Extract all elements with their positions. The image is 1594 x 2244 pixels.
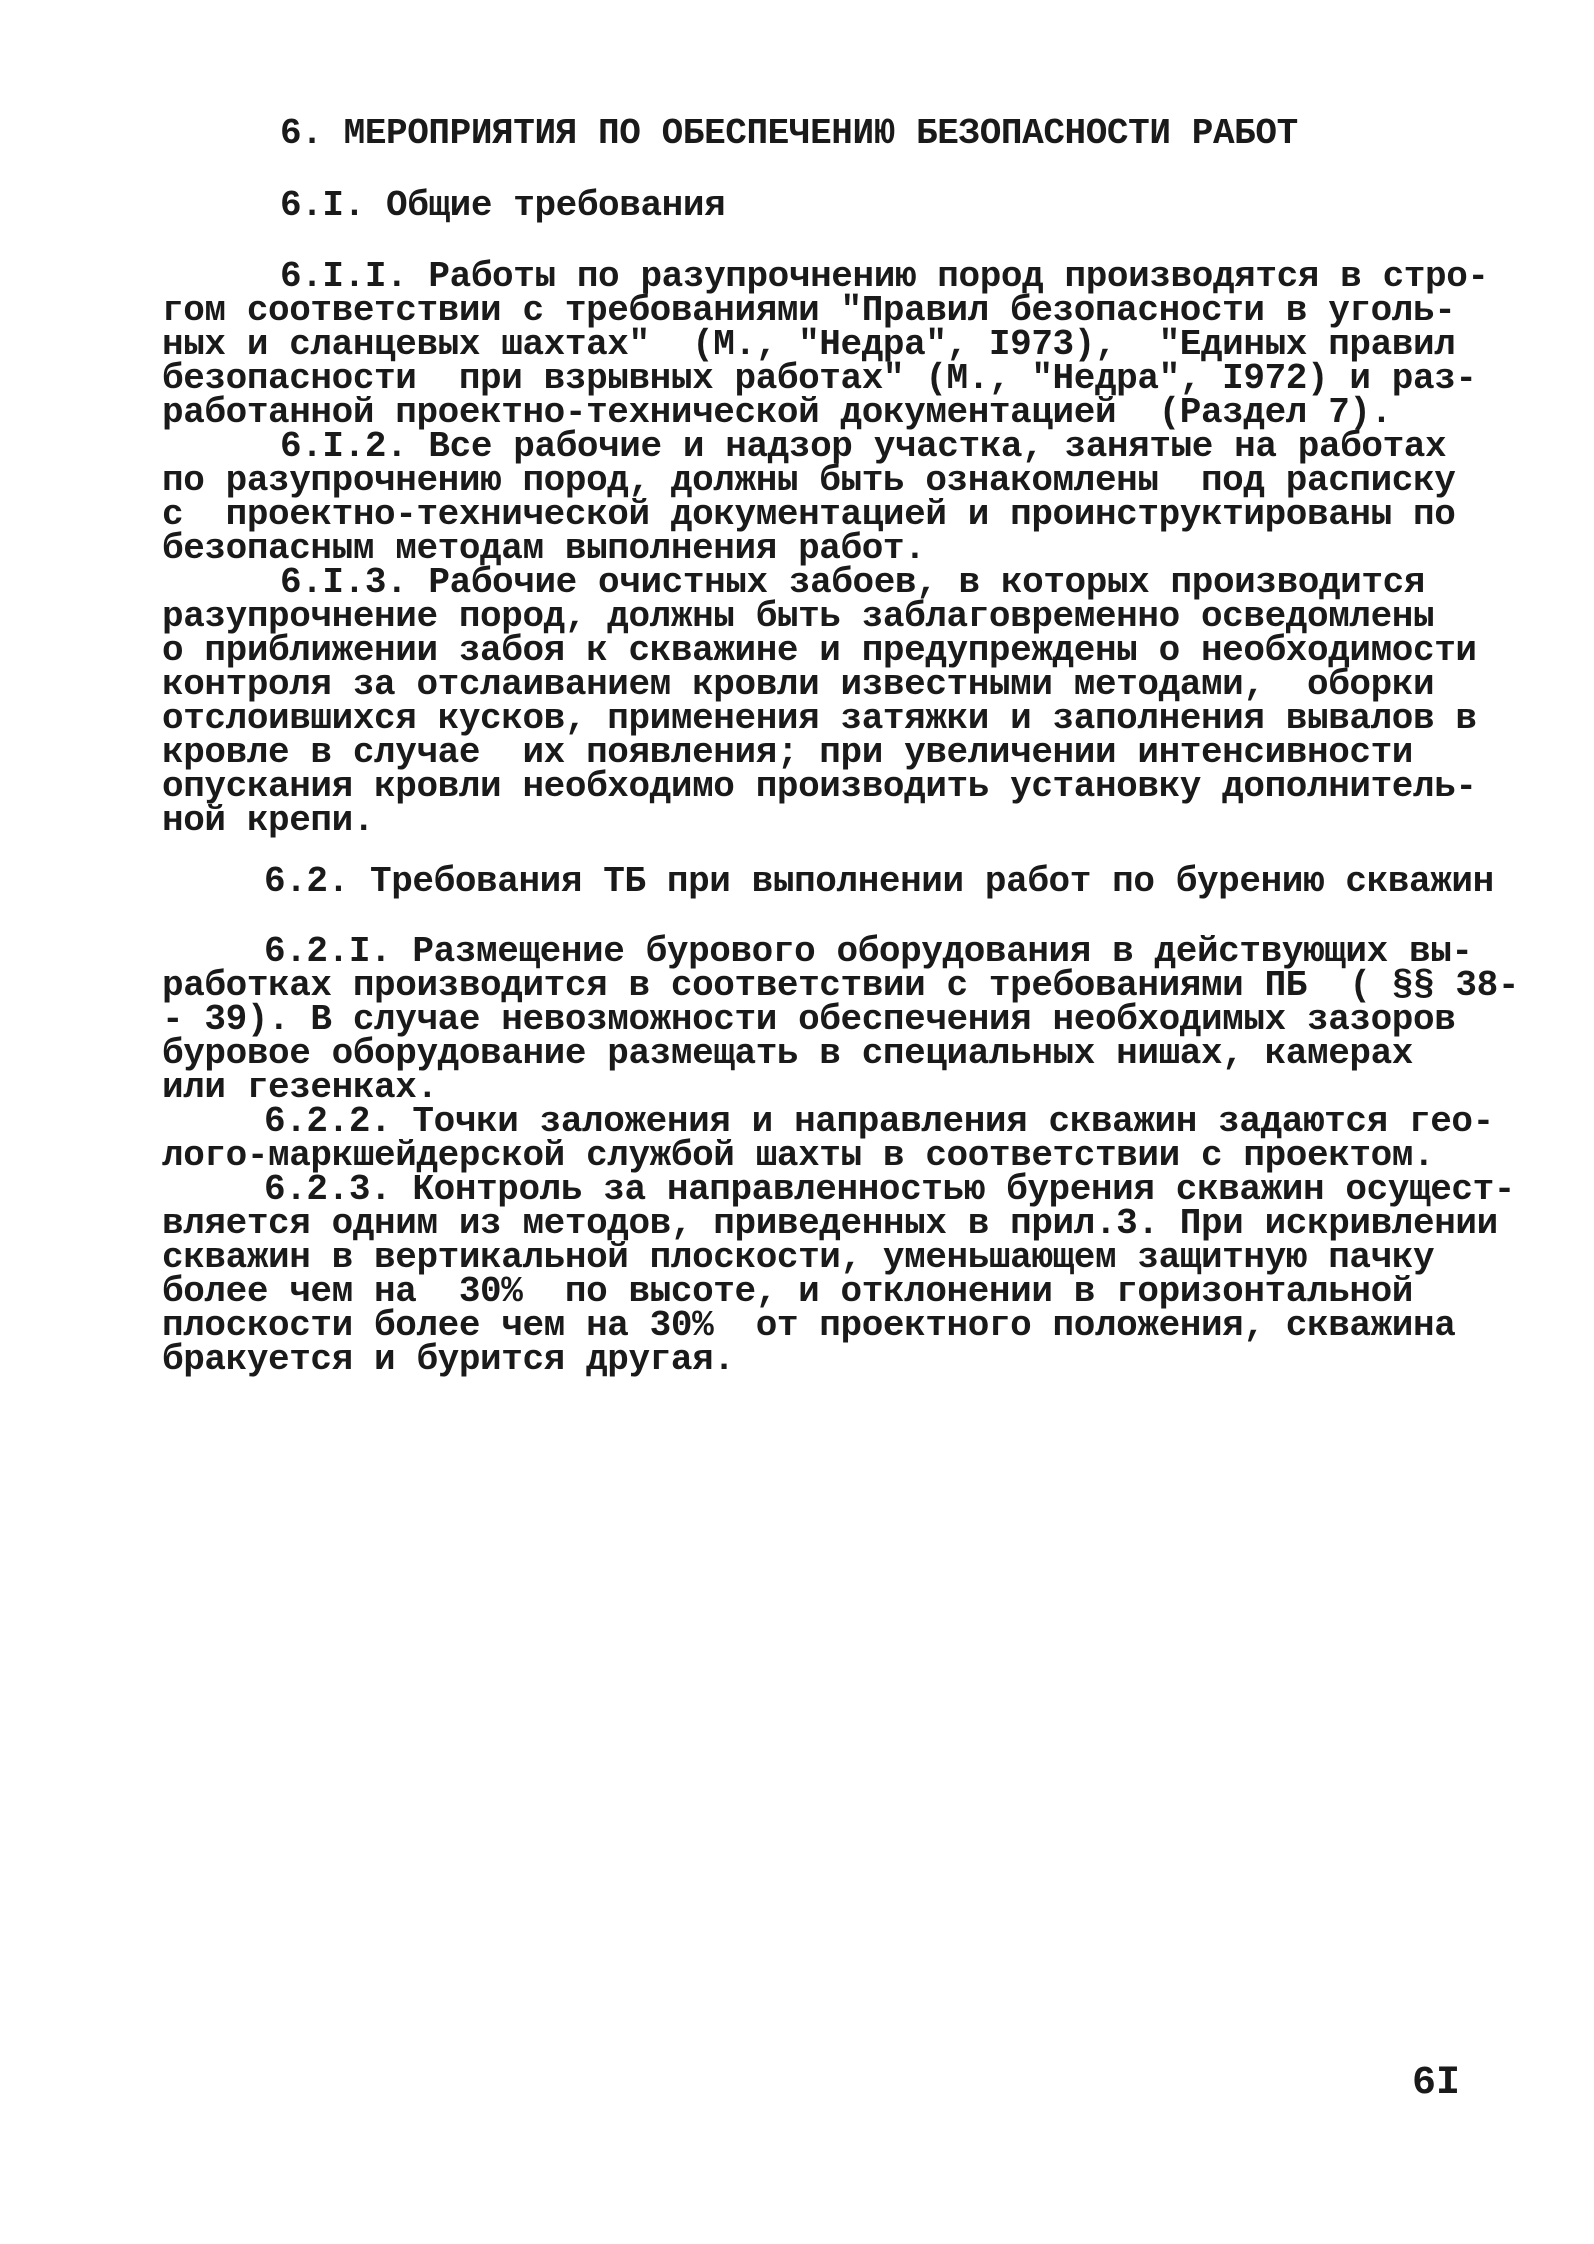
- paragraph-line: работках производится в соответствии с требованиями ПБ ( §§ 38-: [162, 965, 1520, 1006]
- paragraph-line: 6.2.I. Размещение бурового оборудования в действующих вы-: [264, 931, 1473, 972]
- paragraph-line: ной крепи.: [162, 800, 375, 841]
- paragraph-line: безопасности при взрывных работах" (М., "Недра", I972) и раз-: [162, 358, 1477, 399]
- paragraph-line: более чем на 30% по высоте, и отклонении в горизонтальной: [162, 1271, 1414, 1312]
- paragraph-line: 6.2.3. Контроль за направленностью бурения скважин осущест-: [264, 1169, 1516, 1210]
- paragraph-line: контроля за отслаиванием кровли известными методами, оборки: [162, 664, 1435, 705]
- subsection-title: 6.I. Общие требования: [280, 185, 726, 226]
- paragraph-line: буровое оборудование размещать в специальных нишах, камерах: [162, 1033, 1414, 1074]
- paragraph-line: или гезенках.: [162, 1067, 438, 1108]
- paragraph-line: с проектно-технической документацией и проинструктированы по: [162, 494, 1456, 535]
- paragraph-line: работанной проектно-технической документацией (Раздел 7).: [162, 392, 1392, 433]
- paragraph-line: 6.I.3. Рабочие очистных забоев, в которых производится: [280, 562, 1425, 603]
- paragraph-line: ных и сланцевых шахтах" (М., "Недра", I973), "Единых правил: [162, 324, 1456, 365]
- section-title: 6. МЕРОПРИЯТИЯ ПО ОБЕСПЕЧЕНИЮ БЕЗОПАСНОСТИ РАБОТ: [280, 113, 1298, 154]
- paragraph-line: по разупрочнению пород, должны быть ознакомлены под расписку: [162, 460, 1456, 501]
- paragraph-line: кровле в случае их появления; при увеличении интенсивности: [162, 732, 1414, 773]
- paragraph-line: о приближении забоя к скважине и предупреждены о необходимости: [162, 630, 1477, 671]
- paragraph-line: отслоившихся кусков, применения затяжки и заполнения вывалов в: [162, 698, 1477, 739]
- paragraph-line: гом соответствии с требованиями "Правил безопасности в уголь-: [162, 290, 1456, 331]
- paragraph-line: 6.I.2. Все рабочие и надзор участка, занятые на работах: [280, 426, 1447, 467]
- paragraph-line: разупрочнение пород, должны быть заблаговременно осведомлены: [162, 596, 1435, 637]
- paragraph-line: безопасным методам выполнения работ.: [162, 528, 926, 569]
- paragraph-line: 6.I.I. Работы по разупрочнению пород производятся в стро-: [280, 256, 1489, 297]
- page-number: 6I: [1412, 2061, 1461, 2106]
- subsection-title: 6.2. Требования ТБ при выполнении работ по бурению скважин: [264, 861, 1494, 902]
- paragraph-line: 6.2.2. Точки заложения и направления скважин задаются гео-: [264, 1101, 1494, 1142]
- paragraph-line: бракуется и бурится другая.: [162, 1339, 735, 1380]
- paragraph-line: лого-маркшейдерской службой шахты в соответствии с проектом.: [162, 1135, 1435, 1176]
- paragraph-line: опускания кровли необходимо производить установку дополнитель-: [162, 766, 1477, 807]
- paragraph-line: - 39). В случае невозможности обеспечения необходимых зазоров: [162, 999, 1456, 1040]
- paragraph-line: плоскости более чем на 30% от проектного положения, скважина: [162, 1305, 1456, 1346]
- paragraph-line: скважин в вертикальной плоскости, уменьшающем защитную пачку: [162, 1237, 1435, 1278]
- paragraph-line: вляется одним из методов, приведенных в прил.3. При искривлении: [162, 1203, 1498, 1244]
